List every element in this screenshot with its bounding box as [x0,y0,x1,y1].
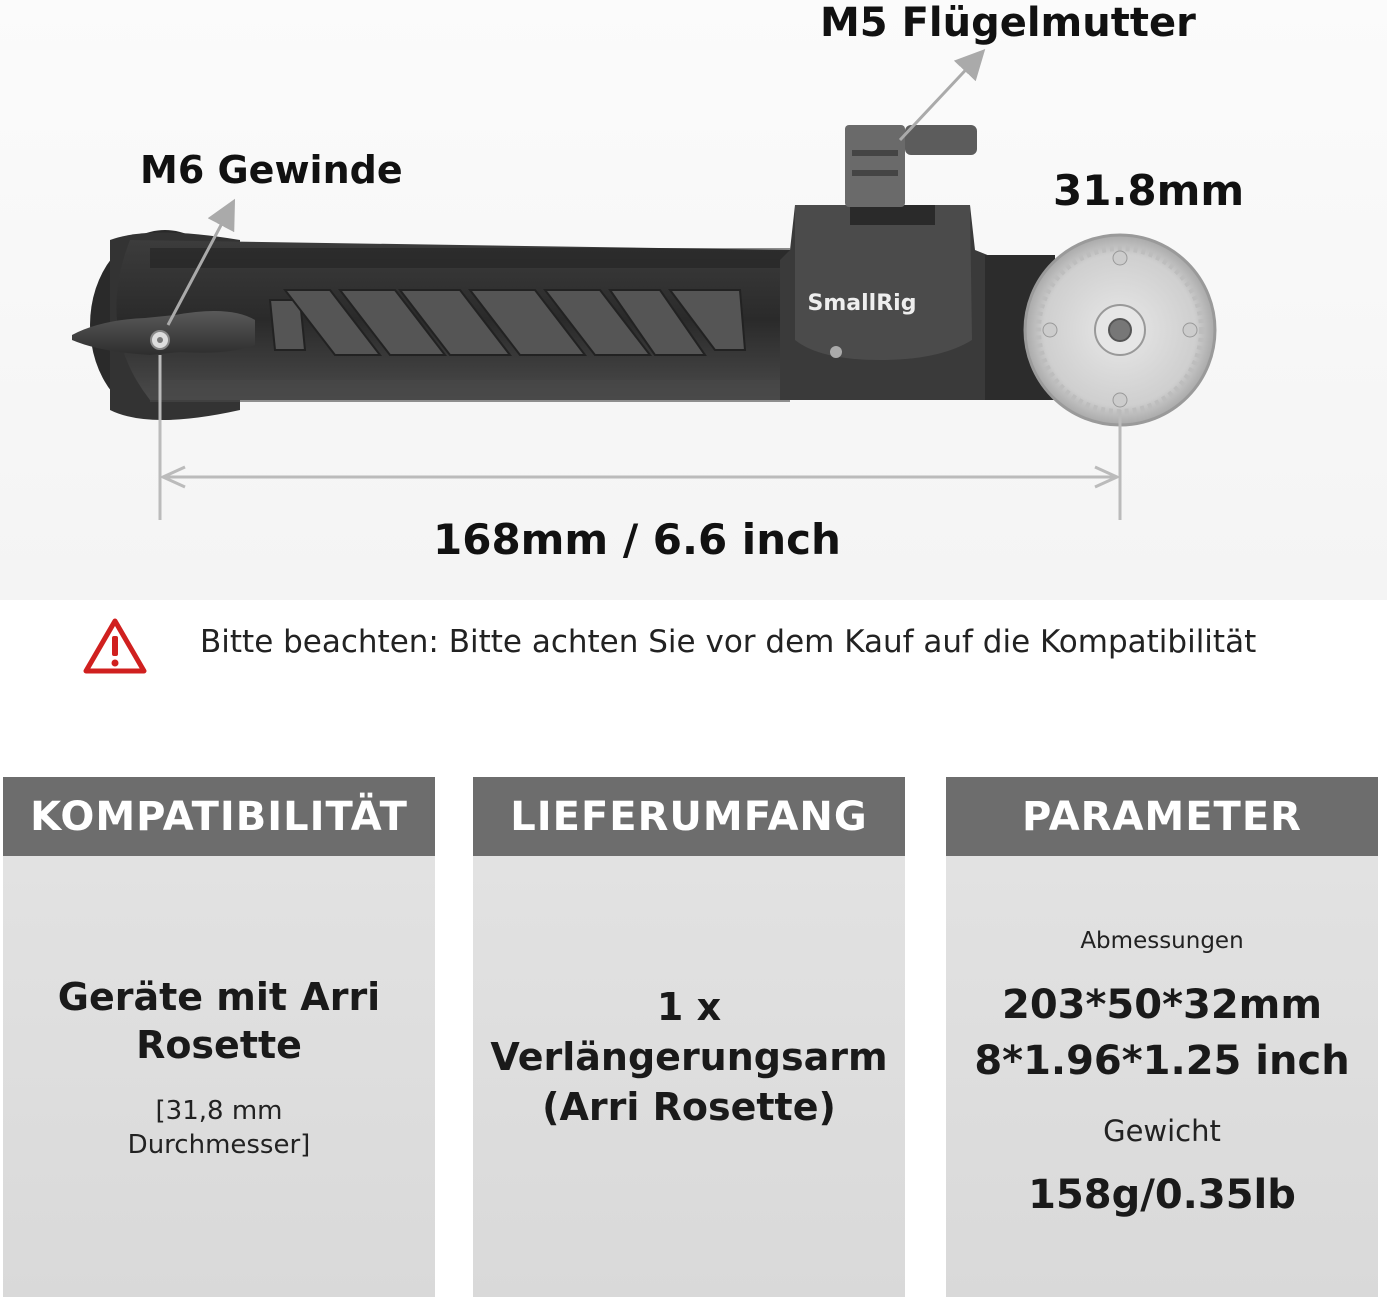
package-line1: 1 x [656,985,722,1029]
m5-wing-nut [845,125,977,207]
rosette-diameter-label: 31.8mm [1053,166,1245,215]
extension-arm-illustration [0,0,1387,600]
package-line3: (Arri Rosette) [542,1085,836,1129]
length-label: 168mm / 6.6 inch [433,515,841,564]
thread-label: M6 Gewinde [140,148,403,192]
compatibility-line1: Geräte mit Arri [57,975,381,1019]
clamp-block [780,205,1000,400]
dimensions-label: Abmessungen [1080,928,1244,954]
parameters-title: PARAMETER [946,777,1378,856]
compatibility-line2: Rosette [136,1023,302,1067]
compatibility-title: KOMPATIBILITÄT [3,777,435,856]
compatibility-note2: Durchmesser] [127,1130,311,1160]
right-rosette [985,235,1215,425]
package-title: LIEFERUMFANG [473,777,905,856]
wing-nut-label: M5 Flügelmutter [820,0,1196,46]
package-panel [473,777,905,1297]
package-line2: Verlängerungsarm [490,1035,888,1079]
weight-label: Gewicht [1103,1114,1221,1148]
notice-text: Bitte beachten: Bitte achten Sie vor dem Kauf auf die Kompatibilität [200,624,1257,660]
smallrig-brand-text: SmallRig [807,291,917,316]
compatibility-notice [0,600,1387,710]
compatibility-panel [3,777,435,1297]
dimensions-inch: 8*1.96*1.25 inch [974,1038,1350,1084]
compatibility-note1: [31,8 mm [155,1096,283,1126]
warning-triangle-icon [82,616,148,676]
product-diagram-area [0,0,1387,600]
dimensions-mm: 203*50*32mm [1001,982,1323,1028]
parameters-panel [946,777,1378,1297]
weight-value: 158g/0.35lb [1028,1172,1296,1218]
